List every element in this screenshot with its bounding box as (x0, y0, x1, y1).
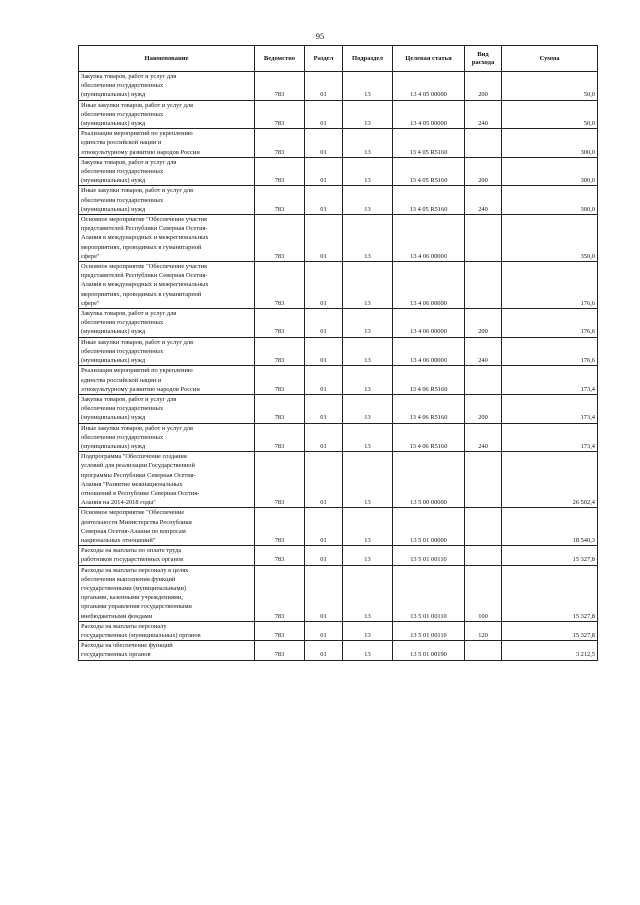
row-sum: 173,4 (502, 366, 598, 395)
row-section: 01 (305, 621, 343, 640)
row-subsection: 13 (343, 262, 393, 309)
row-target: 13 4 05 R5160 (393, 157, 465, 186)
row-name: Иные закупки товаров, работ и услуг для обеспечения государственных (муниципальных) нужд (79, 423, 255, 452)
row-section: 01 (305, 309, 343, 338)
row-section: 01 (305, 337, 343, 366)
table-row (79, 621, 598, 640)
row-section: 01 (305, 546, 343, 565)
row-subsection: 13 (343, 309, 393, 338)
row-department: 783 (255, 423, 305, 452)
row-name: Реализация мероприятий по укреплению единства российской нации и этнокультурному развитию народов России (79, 366, 255, 395)
row-target: 13 4 05 R5160 (393, 129, 465, 158)
row-expense-type: 200 (465, 309, 502, 338)
row-department: 783 (255, 452, 305, 508)
row-subsection: 13 (343, 452, 393, 508)
table-row (79, 157, 598, 186)
row-name: Закупка товаров, работ и услуг для обеспечения государственных (муниципальных) нужд (79, 394, 255, 423)
row-subsection: 13 (343, 215, 393, 262)
header-department: Ведомство (255, 46, 305, 72)
row-name: Расходы на выплаты персоналу в целях обеспечения выполнения функций государственными (муниципальными) органами, казенными учреждениями, органами управления государственными внебюджетными фондами (79, 565, 255, 621)
row-target: 13 4 06 R5160 (393, 394, 465, 423)
row-subsection: 13 (343, 546, 393, 565)
row-section: 01 (305, 366, 343, 395)
row-department: 783 (255, 394, 305, 423)
header-subsection: Подраздел (343, 46, 393, 72)
row-expense-type (465, 508, 502, 546)
row-section: 01 (305, 423, 343, 452)
row-sum: 173,4 (502, 423, 598, 452)
row-department: 783 (255, 546, 305, 565)
row-target: 13 5 01 00110 (393, 565, 465, 621)
row-subsection: 13 (343, 394, 393, 423)
row-name: Основное мероприятие "Обеспечение участия представителей Республики Северная Осетия- Алания в международных и межрегиональных мероприятиях, проводимых в гуманитарной сфере" (79, 262, 255, 309)
row-sum: 26 502,4 (502, 452, 598, 508)
row-expense-type: 200 (465, 394, 502, 423)
row-sum: 300,0 (502, 129, 598, 158)
row-subsection: 13 (343, 641, 393, 660)
row-section: 01 (305, 565, 343, 621)
row-department: 783 (255, 337, 305, 366)
row-target: 13 4 06 00000 (393, 215, 465, 262)
row-expense-type: 100 (465, 565, 502, 621)
row-target: 13 4 06 00000 (393, 262, 465, 309)
row-target: 13 5 01 00190 (393, 641, 465, 660)
row-section: 01 (305, 186, 343, 215)
page-number: 95 (315, 31, 325, 41)
header-expense-type: Вид расхода (465, 46, 502, 72)
row-sum: 15 327,8 (502, 565, 598, 621)
table-row (79, 565, 598, 621)
table-row (79, 508, 598, 546)
row-subsection: 13 (343, 72, 393, 101)
row-sum: 50,0 (502, 100, 598, 129)
row-subsection: 13 (343, 337, 393, 366)
header-target: Целевая статья (393, 46, 465, 72)
row-subsection: 13 (343, 100, 393, 129)
row-name: Иные закупки товаров, работ и услуг для обеспечения государственных (муниципальных) нужд (79, 100, 255, 129)
row-target: 13 4 06 00000 (393, 337, 465, 366)
row-target: 13 4 06 R5160 (393, 423, 465, 452)
row-name: Подпрограмма "Обеспечение создания условий для реализации Государственной программы Республики Северная Осетия- Алания "Развитие межнациональных отношений в Республике Северная Осетия- Алания на 2014-2018 годы" (79, 452, 255, 508)
row-section: 01 (305, 215, 343, 262)
row-target: 13 4 05 00000 (393, 100, 465, 129)
row-sum: 3 212,5 (502, 641, 598, 660)
row-department: 783 (255, 508, 305, 546)
row-department: 783 (255, 186, 305, 215)
table-row (79, 215, 598, 262)
row-section: 01 (305, 72, 343, 101)
row-department: 783 (255, 262, 305, 309)
row-expense-type (465, 641, 502, 660)
row-sum: 300,0 (502, 186, 598, 215)
row-name: Основное мероприятие "Обеспечение участия представителей Республики Северная Осетия- Алания в международных и межрегиональных мероприятиях, проводимых в гуманитарной сфере" (79, 215, 255, 262)
table-row (79, 337, 598, 366)
table-row (79, 262, 598, 309)
row-name: Расходы на обеспечение функций государственных органов (79, 641, 255, 660)
row-department: 783 (255, 157, 305, 186)
row-target: 13 4 05 R5160 (393, 186, 465, 215)
row-department: 783 (255, 309, 305, 338)
row-section: 01 (305, 394, 343, 423)
row-expense-type: 240 (465, 423, 502, 452)
row-sum: 18 540,3 (502, 508, 598, 546)
row-name: Иные закупки товаров, работ и услуг для обеспечения государственных (муниципальных) нужд (79, 337, 255, 366)
row-subsection: 13 (343, 366, 393, 395)
table-row (79, 641, 598, 660)
header-sum: Сумма (502, 46, 598, 72)
row-sum: 176,6 (502, 309, 598, 338)
row-sum: 176,6 (502, 262, 598, 309)
row-name: Закупка товаров, работ и услуг для обеспечения государственных (муниципальных) нужд (79, 157, 255, 186)
row-target: 13 5 00 00000 (393, 452, 465, 508)
table-row (79, 72, 598, 101)
budget-table (78, 45, 598, 661)
table-row (79, 186, 598, 215)
row-department: 783 (255, 72, 305, 101)
row-sum: 50,0 (502, 72, 598, 101)
row-department: 783 (255, 215, 305, 262)
header-section: Раздел (305, 46, 343, 72)
row-expense-type (465, 546, 502, 565)
row-expense-type (465, 262, 502, 309)
row-target: 13 5 01 00110 (393, 621, 465, 640)
row-subsection: 13 (343, 565, 393, 621)
table-row (79, 309, 598, 338)
table-row (79, 452, 598, 508)
row-subsection: 13 (343, 508, 393, 546)
row-expense-type: 240 (465, 337, 502, 366)
table-row (79, 100, 598, 129)
row-section: 01 (305, 452, 343, 508)
row-subsection: 13 (343, 423, 393, 452)
table-row (79, 366, 598, 395)
row-sum: 15 327,8 (502, 546, 598, 565)
table-row (79, 394, 598, 423)
row-expense-type (465, 452, 502, 508)
row-name: Основное мероприятие "Обеспечение деятельности Министерства Республики Северная Осетия-Алания по вопросам национальных отношений" (79, 508, 255, 546)
row-target: 13 4 05 00000 (393, 72, 465, 101)
row-subsection: 13 (343, 621, 393, 640)
row-name: Закупка товаров, работ и услуг для обеспечения государственных (муниципальных) нужд (79, 309, 255, 338)
row-expense-type: 240 (465, 100, 502, 129)
row-subsection: 13 (343, 157, 393, 186)
table-header-row (79, 46, 598, 72)
row-section: 01 (305, 641, 343, 660)
row-section: 01 (305, 262, 343, 309)
row-sum: 300,0 (502, 157, 598, 186)
row-expense-type: 200 (465, 72, 502, 101)
row-name: Иные закупки товаров, работ и услуг для обеспечения государственных (муниципальных) нужд (79, 186, 255, 215)
row-name: Закупка товаров, работ и услуг для обеспечения государственных (муниципальных) нужд (79, 72, 255, 101)
header-name: Наименование (79, 46, 255, 72)
row-name: Расходы на выплаты персоналу государственных (муниципальных) органов (79, 621, 255, 640)
row-sum: 350,0 (502, 215, 598, 262)
table-row (79, 129, 598, 158)
row-subsection: 13 (343, 129, 393, 158)
row-department: 783 (255, 100, 305, 129)
row-section: 01 (305, 508, 343, 546)
row-name: Реализация мероприятий по укреплению единства российской нации и этнокультурному развитию народов России (79, 129, 255, 158)
row-expense-type (465, 215, 502, 262)
row-expense-type: 120 (465, 621, 502, 640)
row-sum: 173,4 (502, 394, 598, 423)
row-sum: 15 327,8 (502, 621, 598, 640)
row-department: 783 (255, 129, 305, 158)
row-expense-type: 200 (465, 157, 502, 186)
row-expense-type (465, 366, 502, 395)
row-target: 13 4 06 R5160 (393, 366, 465, 395)
table-row (79, 423, 598, 452)
row-target: 13 5 01 00110 (393, 546, 465, 565)
row-department: 783 (255, 565, 305, 621)
row-expense-type (465, 129, 502, 158)
row-sum: 176,6 (502, 337, 598, 366)
row-target: 13 4 06 00000 (393, 309, 465, 338)
row-section: 01 (305, 100, 343, 129)
table-row (79, 546, 598, 565)
row-section: 01 (305, 157, 343, 186)
row-expense-type: 240 (465, 186, 502, 215)
row-section: 01 (305, 129, 343, 158)
row-department: 783 (255, 621, 305, 640)
row-target: 13 5 01 00000 (393, 508, 465, 546)
row-subsection: 13 (343, 186, 393, 215)
row-name: Расходы на выплаты по оплате труда работников государственных органов (79, 546, 255, 565)
row-department: 783 (255, 366, 305, 395)
row-department: 783 (255, 641, 305, 660)
